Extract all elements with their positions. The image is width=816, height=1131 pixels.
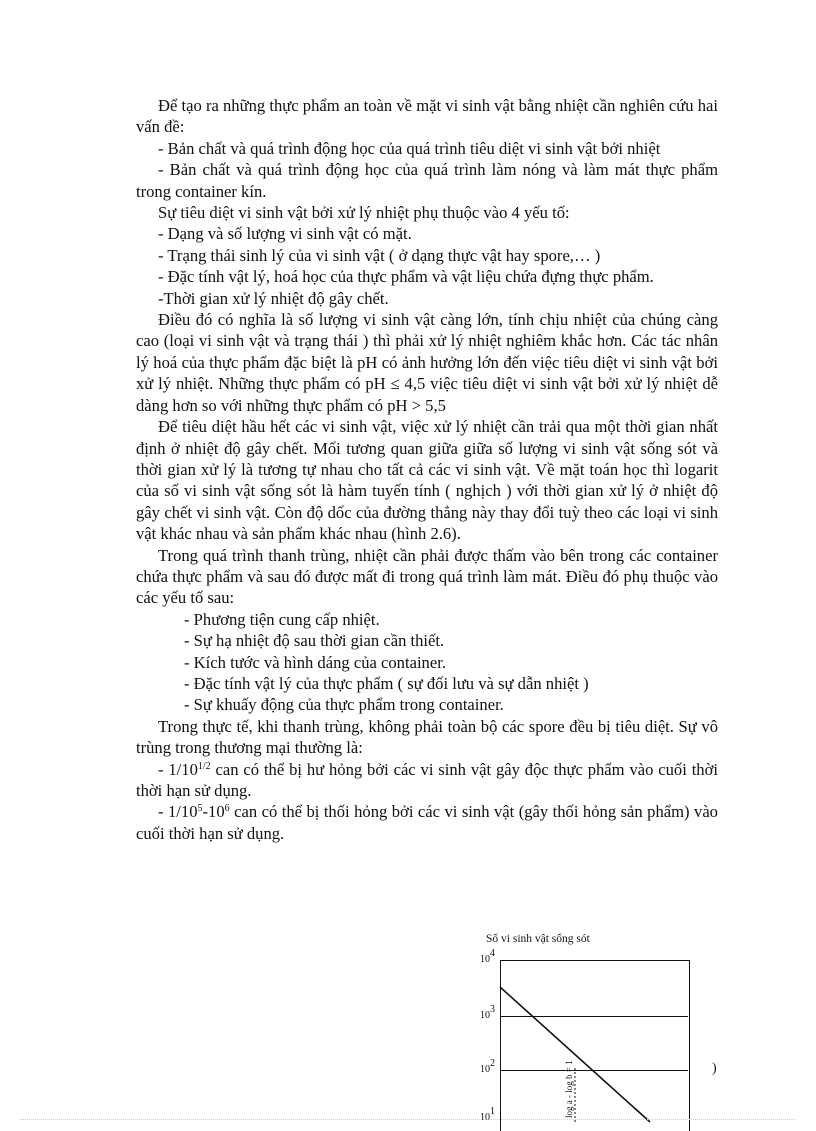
paragraph-thanh-trung: Trong quá trình thanh trùng, nhiệt cần phải được thấm vào bên trong các container chứa thực phẩm và sau đó được mất đi trong quá trình làm mát. Điều đó phụ thuộc vào các yếu tố sau:: [136, 545, 718, 608]
item2-pre: - 1/10: [158, 802, 198, 822]
list-item: - Đặc tính vật lý, hoá học của thực phẩm và vật liệu chứa đựng thực phẩm.: [158, 267, 654, 287]
paragraph-intro: Để tạo ra những thực phẩm an toàn về mặt vi sinh vật bằng nhiệt cần nghiên cứu hai vấn đề:: [136, 96, 718, 137]
factor-item: - Phương tiện cung cấp nhiệt.: [184, 609, 380, 629]
list-item: [136, 759, 718, 802]
survivor-chart: [470, 930, 720, 1123]
paragraph-logarit: Để tiêu diệt hầu hết các vi sinh vật, việc xử lý nhiệt cần trải qua một thời gian nhất định ở nhiệt độ gây chết. Mối tương quan giữa giữa số lượng vi sinh vật sống sót và thời gian xử lý là tương tự nhau cho tất cả các vi sinh vật. Về mặt toán học thì logarit của số vi sinh vật sống sót là hàm tuyến tính ( nghịch ) với thời gian xử lý ở nhiệt độ gây chết vi sinh vật. Còn độ dốc của đường thẳng này thay đổi tuỳ theo các loại vi sinh vật khác nhau và sản phẩm khác nhau (hình 2.6).: [136, 417, 718, 544]
body-text: [136, 95, 718, 844]
item2-sup2: 6: [224, 803, 230, 815]
paragraph-ph: Điều đó có nghĩa là số lượng vi sinh vật càng lớn, tính chịu nhiệt của chúng càng cao (loại vi sinh vật và trạng thái ) thì phải xử lý nhiệt nghiêm khắc hơn. Các tác nhân lý hoá của thực phẩm đặc biệt là pH có ảnh hưởng lớn đến việc tiêu diệt vi sinh vật bởi xử lý nhiệt. Những thực phẩm có pH ≤ 4,5 việc tiêu diệt vi sinh vật bởi xử lý nhiệt dễ dàng hơn so với những thực phẩm có pH > 5,5: [136, 310, 718, 415]
factor-item: - Sự hạ nhiệt độ sau thời gian cần thiết.: [184, 631, 445, 651]
paragraph-factors-intro: Sự tiêu diệt vi sinh vật bởi xử lý nhiệt phụ thuộc vào 4 yếu tố:: [158, 203, 570, 223]
item2-sup1: 5: [197, 803, 203, 815]
list-item: -Thời gian xử lý nhiệt độ gây chết.: [158, 288, 389, 308]
d-value-annotation: log a - log b = 1: [564, 1060, 574, 1118]
item1-post: can có thể bị hư hỏng bởi các vi sinh vật gây độc thực phẩm vào cuối thời thời hạn sử dụng.: [136, 759, 718, 800]
y-tick-10-3: $10^3$: [480, 1004, 495, 1021]
list-item: - Dạng và số lượng vi sinh vật có mặt.: [158, 224, 412, 244]
y-tick-10-4: $10^4$: [480, 948, 495, 965]
page-edge-divider: [20, 1119, 796, 1120]
y-tick-10-2: $10^2$: [480, 1058, 495, 1075]
list-item: - Bản chất và quá trình động học của quá trình làm nóng và làm mát thực phẩm trong container kín.: [136, 160, 718, 201]
item2-mid: -10: [202, 802, 225, 822]
y-tick-10-1: $10^1$: [480, 1106, 495, 1123]
factor-item: - Sự khuấy động của thực phẩm trong container.: [184, 695, 504, 715]
list-item: - Trạng thái sinh lý của vi sinh vật ( ở dạng thực vật hay spore,… ): [158, 245, 601, 265]
chart-title: Số vi sinh vật sống sót: [486, 933, 590, 945]
item2-post: can có thể bị thối hỏng bởi các vi sinh vật (gây thối hỏng sản phẩm) vào cuối thời hạn sử dụng.: [136, 802, 718, 843]
paragraph-sterility: Trong thực tế, khi thanh trùng, không phải toàn bộ các spore đều bị tiêu diệt. Sự vô trùng trong thương mại thường là:: [136, 716, 718, 758]
factor-item: - Kích tước và hình dáng của container.: [184, 652, 446, 672]
item1-sup: 1/2: [197, 760, 211, 772]
item1-pre: - 1/10: [158, 759, 198, 779]
factor-item: - Đặc tính vật lý của thực phẩm ( sự đối lưu và sự dẫn nhiệt ): [184, 673, 589, 693]
list-item: [136, 801, 718, 844]
chart-svg: [470, 930, 720, 1123]
stray-parenthesis: ): [712, 1061, 717, 1076]
list-item: - Bản chất và quá trình động học của quá trình tiêu diệt vi sinh vật bởi nhiệt: [158, 138, 661, 158]
